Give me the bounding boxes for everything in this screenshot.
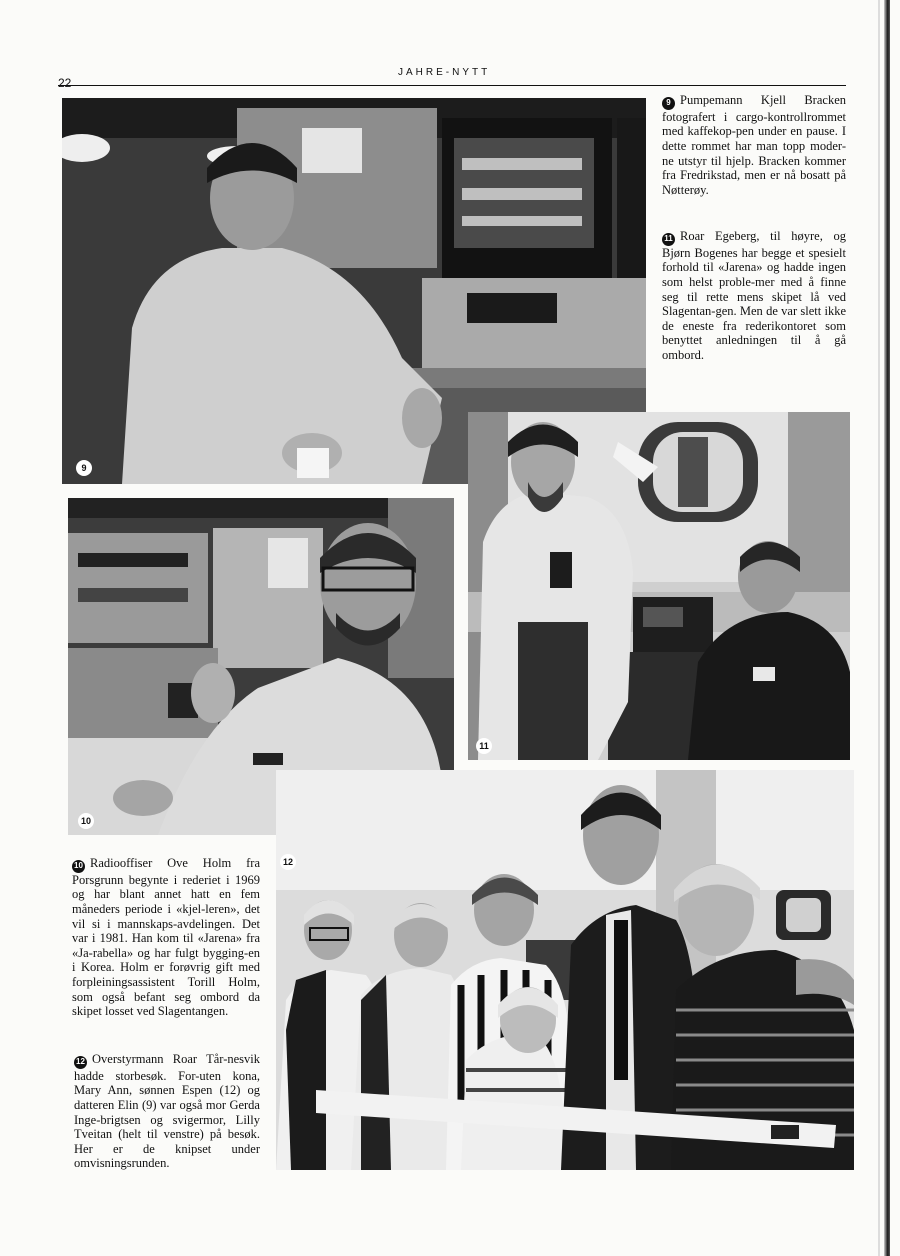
caption-9-badge: 9 [662, 97, 675, 110]
caption-11-text: Roar Egeberg, til høyre, og Bjørn Bogenes har begge et spesielt forhold til «Jarena» og hadde ingen som helst proble-mer med å finne seg til rette mens skipet lå ved Slagentan-gen. Men de var slett ikke de eneste fra rederikontoret som benyttet anledningen til å gå ombord. [662, 229, 846, 362]
caption-10-badge: 10 [72, 860, 85, 873]
page-number: 22 [58, 76, 72, 90]
photo-9-number: 9 [76, 460, 92, 476]
photo-12-image [276, 770, 854, 1170]
caption-10 [72, 856, 260, 1019]
photo-12-number: 12 [280, 854, 296, 870]
caption-9 [662, 93, 846, 197]
photo-11 [468, 412, 850, 760]
caption-11-badge: 11 [662, 233, 675, 246]
caption-12-text: Overstyrmann Roar Tår-nesvik hadde storbesøk. For-uten kona, Mary Ann, sønnen Espen (12) og datteren Elin (9) var også mor Gerda Inge-brigtsen og svigermor, Lilly Tveitan (helt til venstre) på besøk. Her er de knipset under omvisningsrunden. [74, 1052, 260, 1171]
caption-9-text: Pumpemann Kjell Bracken fotografert i cargo-kontrollrommet med kaffekop-pen under en pause. I dette rommet har man topp moder-ne utstyr til hjelp. Bracken kommer fra Fredrikstad, men er nå bosatt på Nøtterøy. [662, 93, 846, 197]
photo-10-number: 10 [78, 813, 94, 829]
photo-12 [276, 770, 854, 1170]
page-edge-shadow [884, 0, 890, 1256]
caption-10-text: Radiooffiser Ove Holm fra Porsgrunn begynte i rederiet i 1969 og har blant annet hatt en fem måneders periode i «kjel-leren», det vil si i mannskaps-avdelingen. Det var i 1981. Han kom til «Jarena» fra «Ja-rabella» og har fulgt bygging-en i Korea. Holm er forøvrig gift med forpleiningsassistent Torill Holm, som også befant seg ombord da skipet losset ved Slagentangen. [72, 856, 260, 1019]
caption-11 [662, 229, 846, 363]
caption-12-badge: 12 [74, 1056, 87, 1069]
caption-12 [74, 1052, 260, 1171]
running-head: JAHRE-NYTT [398, 67, 491, 78]
header-rule [58, 85, 846, 86]
page-edge-highlight [878, 0, 880, 1256]
photo-11-number: 11 [476, 738, 492, 754]
photo-11-image [468, 412, 850, 760]
